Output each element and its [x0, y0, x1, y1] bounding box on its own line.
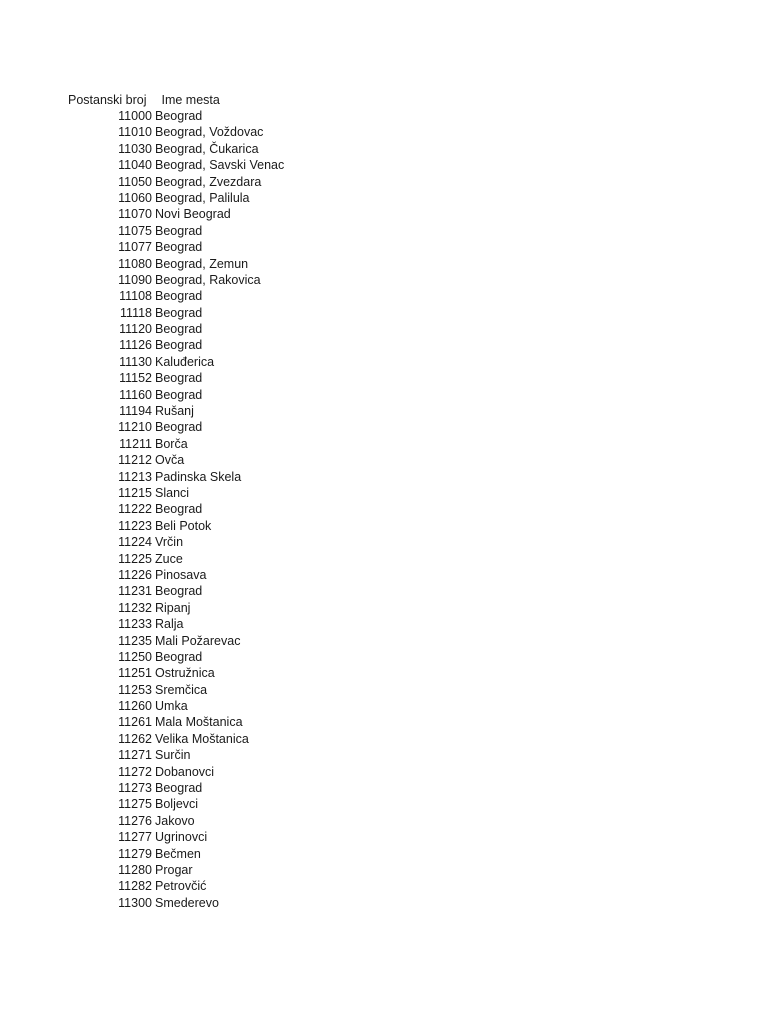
table-row: [68, 764, 468, 780]
table-row: [68, 206, 468, 222]
postal-code-cell: 11276: [118, 813, 152, 828]
table-row: [68, 305, 468, 321]
postal-code-cell: 11210: [118, 420, 152, 435]
table-row: [68, 321, 468, 337]
table-row: [68, 747, 468, 763]
place-name-cell: Progar: [155, 862, 193, 877]
place-name-cell: Beograd: [155, 240, 203, 255]
table-row: [68, 174, 468, 190]
place-name-cell: Beograd: [155, 371, 203, 386]
postal-code-cell: 11211: [119, 436, 152, 451]
table-row: [68, 616, 468, 632]
postal-code-cell: 11222: [118, 502, 152, 517]
table-row: [68, 370, 468, 386]
table-row: [68, 780, 468, 796]
postal-code-cell: 11275: [118, 797, 152, 812]
table-row: [68, 501, 468, 517]
table-row: [68, 124, 468, 140]
postal-code-cell: 11010: [118, 125, 152, 140]
place-name-cell: Ostružnica: [155, 666, 215, 681]
place-name-cell: Rušanj: [155, 404, 194, 419]
place-name-cell: Beograd: [155, 289, 203, 304]
table-row: [68, 714, 468, 730]
table-row: [68, 862, 468, 878]
place-name-cell: Beograd, Voždovac: [155, 125, 264, 140]
table-row: [68, 157, 468, 173]
postal-code-cell: 11090: [118, 272, 152, 287]
table-row: [68, 272, 468, 288]
place-name-cell: Ralja: [155, 617, 184, 632]
postal-code-cell: 11279: [118, 846, 152, 861]
place-name-cell: Mali Požarevac: [155, 633, 241, 648]
column-header-place-name: Ime mesta: [161, 93, 220, 107]
postal-code-cell: 11260: [118, 699, 152, 714]
place-name-cell: Sremčica: [155, 682, 208, 697]
postal-code-cell: 11000: [118, 109, 152, 123]
place-name-cell: Bečmen: [155, 846, 201, 861]
postal-code-cell: 11262: [118, 731, 152, 746]
table-row: [68, 583, 468, 599]
table-row: [68, 682, 468, 698]
place-name-cell: Velika Moštanica: [155, 731, 249, 746]
table-row: [68, 387, 468, 403]
table-row: [68, 403, 468, 419]
postal-code-cell: 11130: [119, 354, 152, 369]
postal-code-cell: 11282: [118, 879, 152, 894]
table-row: [68, 796, 468, 812]
place-name-cell: Beograd, Rakovica: [155, 272, 261, 287]
postal-code-cell: 11233: [118, 617, 152, 632]
place-name-cell: Beograd: [155, 387, 203, 402]
table-row: [68, 567, 468, 583]
place-name-cell: Ripanj: [155, 600, 191, 615]
postal-code-cell: 11160: [119, 387, 152, 402]
place-name-cell: Borča: [155, 436, 188, 451]
place-name-cell: Beograd: [155, 338, 203, 353]
postal-code-cell: 11152: [119, 371, 152, 386]
postal-code-cell: 11212: [118, 453, 152, 468]
place-name-cell: Pinosava: [155, 567, 207, 582]
place-name-cell: Beograd, Zvezdara: [155, 174, 262, 189]
table-row: [68, 469, 468, 485]
postal-code-cell: 11075: [118, 223, 152, 238]
place-name-cell: Boljevci: [155, 797, 199, 812]
place-name-cell: Beograd: [155, 305, 203, 320]
table-row: [68, 256, 468, 272]
table-row: [68, 846, 468, 862]
table-row: [68, 452, 468, 468]
postal-code-cell: 11226: [118, 567, 152, 582]
postal-code-cell: 11261: [118, 715, 152, 730]
place-name-cell: Novi Beograd: [155, 207, 231, 222]
place-name-cell: Beograd: [155, 109, 203, 123]
postal-code-cell: 11280: [118, 862, 152, 877]
postal-code-cell: 11223: [118, 518, 152, 533]
postal-code-cell: 11120: [119, 322, 152, 337]
postal-code-cell: 11108: [119, 289, 152, 304]
place-name-cell: Beograd, Savski Venac: [155, 158, 285, 173]
place-name-cell: Beograd: [155, 322, 203, 337]
table-header: [68, 92, 220, 109]
place-name-cell: Beograd, Zemun: [155, 256, 249, 271]
postal-code-cell: 11213: [118, 469, 152, 484]
table-row: [68, 813, 468, 829]
table-row: [68, 698, 468, 714]
table-row: [68, 354, 468, 370]
postal-code-cell: 11118: [120, 305, 152, 320]
postal-code-cell: 11225: [118, 551, 152, 566]
table-row: [68, 108, 468, 124]
place-name-cell: Beograd: [155, 223, 203, 238]
table-row: [68, 223, 468, 239]
table-row: [68, 239, 468, 255]
place-name-cell: Kaluđerica: [155, 354, 215, 369]
place-name-cell: Beograd, Čukarica: [155, 141, 259, 156]
postal-code-cell: 11194: [119, 404, 152, 419]
column-header-postal-code: Postanski broj: [68, 93, 147, 107]
place-name-cell: Slanci: [155, 485, 190, 500]
table-row: [68, 190, 468, 206]
postal-code-cell: 11235: [118, 633, 152, 648]
place-name-cell: Vrčin: [155, 535, 184, 550]
place-name-cell: Padinska Skela: [155, 469, 242, 484]
table-row: [68, 485, 468, 501]
postal-code-cell: 11224: [118, 535, 152, 550]
place-name-cell: Zuce: [155, 551, 183, 566]
place-name-cell: Beograd: [155, 584, 203, 599]
place-name-cell: Umka: [155, 699, 188, 714]
table-row: [68, 337, 468, 353]
postal-code-cell: 11273: [118, 781, 152, 796]
table-row: [68, 665, 468, 681]
postal-code-cell: 11300: [118, 895, 152, 910]
place-name-cell: Beograd: [155, 420, 203, 435]
postal-code-cell: 11232: [118, 600, 152, 615]
postal-code-cell: 11126: [119, 338, 152, 353]
postal-code-table: [68, 108, 468, 911]
postal-code-cell: 11277: [118, 830, 152, 845]
postal-code-cell: 11272: [118, 764, 152, 779]
table-row: [68, 288, 468, 304]
place-name-cell: Ovča: [155, 453, 185, 468]
table-row: [68, 600, 468, 616]
postal-code-cell: 11215: [118, 485, 152, 500]
postal-code-cell: 11080: [118, 256, 152, 271]
table-row: [68, 141, 468, 157]
place-name-cell: Beograd: [155, 502, 203, 517]
place-name-cell: Jakovo: [155, 813, 195, 828]
table-row: [68, 829, 468, 845]
postal-code-cell: 11250: [118, 649, 152, 664]
table-row: [68, 731, 468, 747]
postal-code-cell: 11077: [118, 240, 152, 255]
table-row: [68, 551, 468, 567]
place-name-cell: Ugrinovci: [155, 830, 208, 845]
place-name-cell: Beograd, Palilula: [155, 190, 250, 205]
postal-code-cell: 11040: [118, 158, 152, 173]
table-row: [68, 878, 468, 894]
postal-code-cell: 11231: [118, 584, 152, 599]
place-name-cell: Petrovčić: [155, 879, 207, 894]
postal-code-cell: 11050: [118, 174, 152, 189]
place-name-cell: Surčin: [155, 748, 191, 763]
place-name-cell: Smederevo: [155, 895, 219, 910]
postal-code-cell: 11030: [118, 141, 152, 156]
table-row: [68, 419, 468, 435]
postal-code-cell: 11253: [118, 682, 152, 697]
table-row: [68, 649, 468, 665]
table-row: [68, 895, 468, 911]
table-row: [68, 518, 468, 534]
table-row: [68, 633, 468, 649]
postal-code-cell: 11060: [118, 190, 152, 205]
place-name-cell: Beograd: [155, 649, 203, 664]
postal-code-cell: 11271: [118, 748, 152, 763]
table-row: [68, 534, 468, 550]
place-name-cell: Beograd: [155, 781, 203, 796]
table-row: [68, 436, 468, 452]
place-name-cell: Beli Potok: [155, 518, 212, 533]
place-name-cell: Mala Moštanica: [155, 715, 243, 730]
postal-code-cell: 11070: [118, 207, 152, 222]
postal-code-cell: 11251: [118, 666, 152, 681]
place-name-cell: Dobanovci: [155, 764, 215, 779]
